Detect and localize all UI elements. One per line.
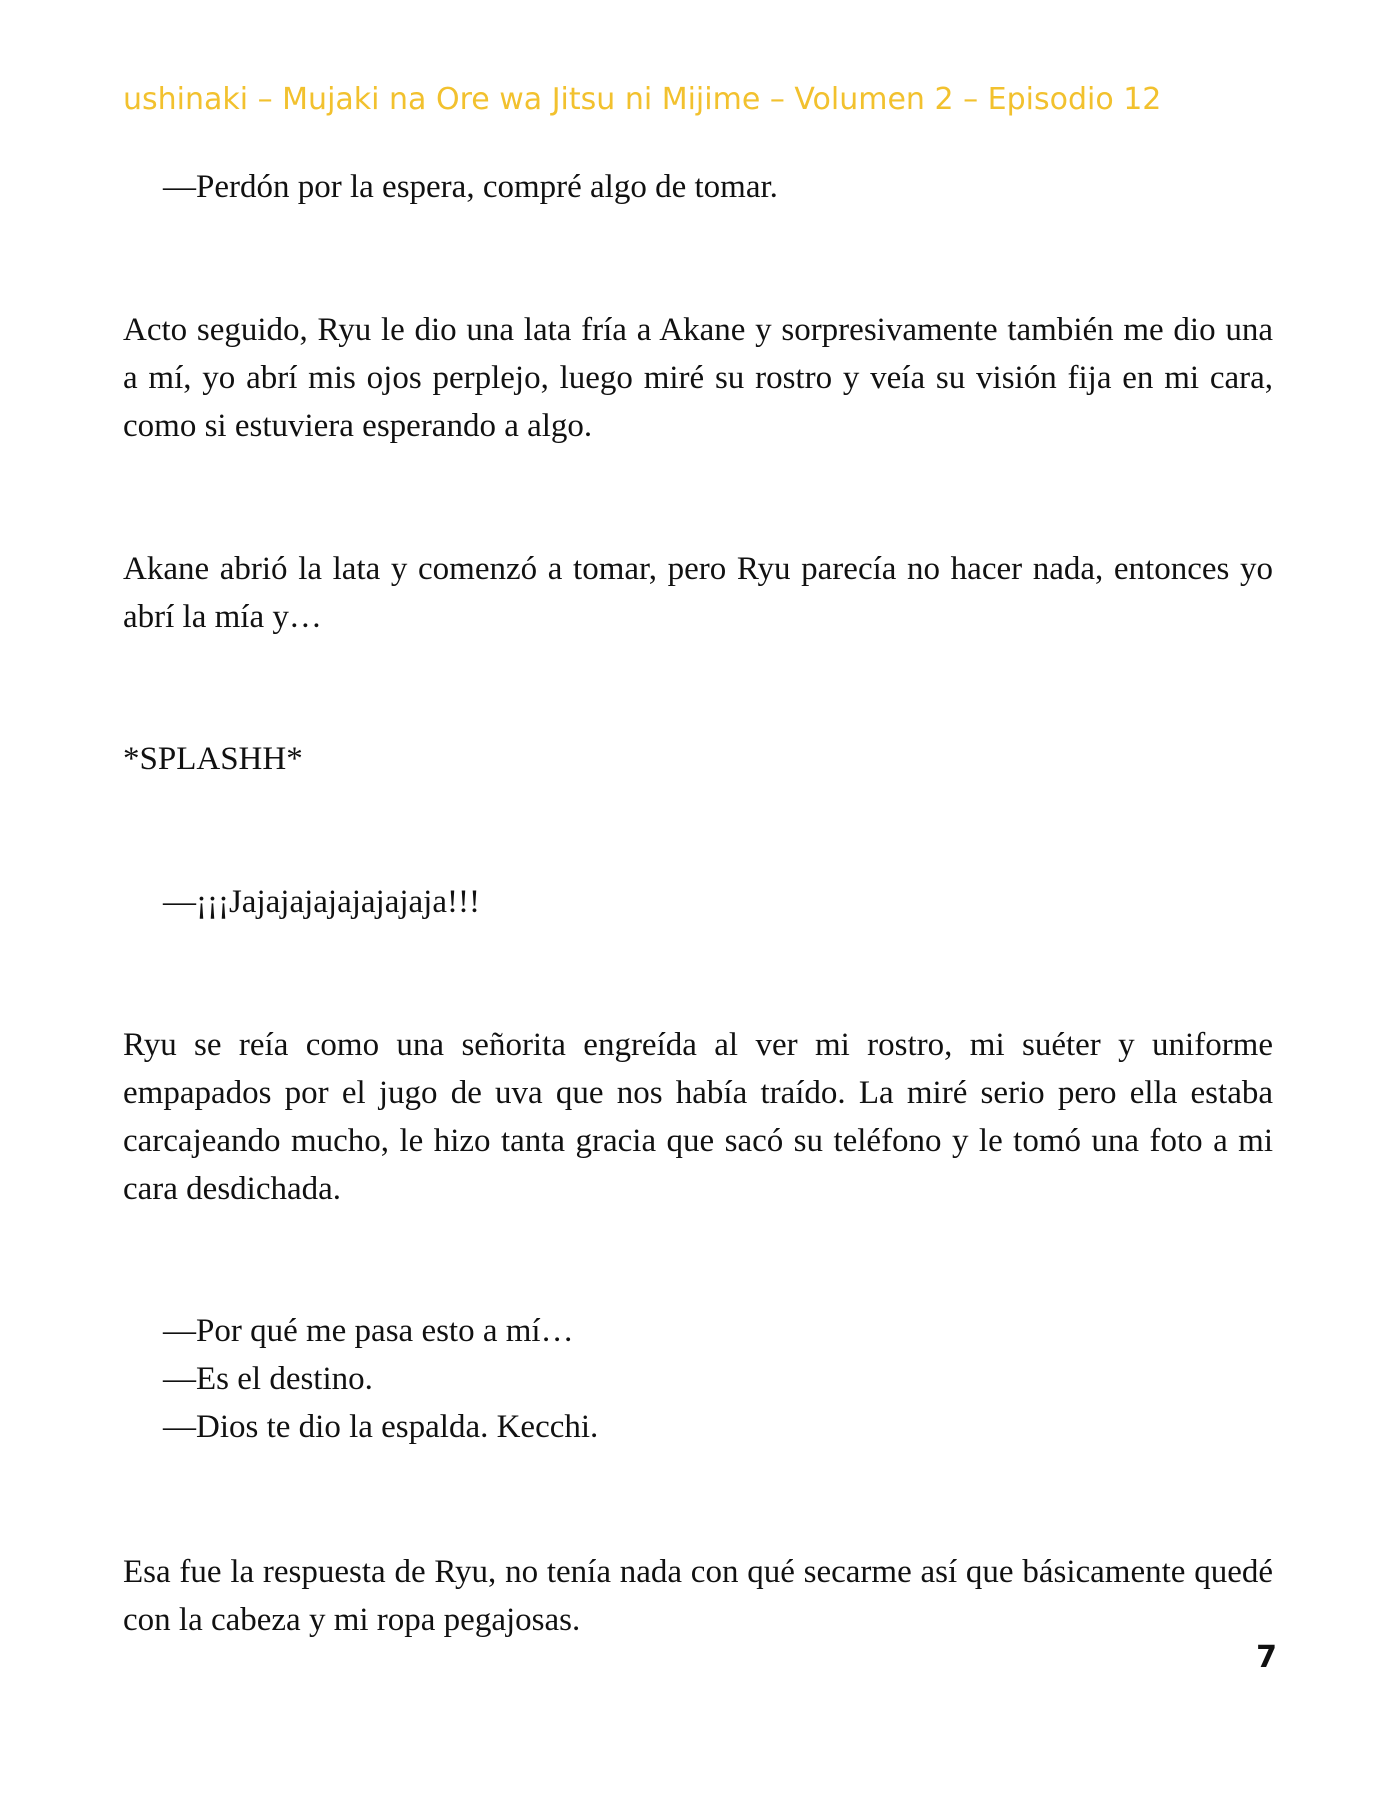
paragraph: Acto seguido, Ryu le dio una lata fría a Akane y sorpresivamente también me dio una a mí, yo abrí mis ojos perplejo, luego miré su rostro y veía su visión fija en mi cara, como si estuviera esperando a algo. [123, 312, 1273, 444]
dialog-line: —Por qué me pasa esto a mí… [163, 1313, 574, 1349]
sound-effect: *SPLASHH* [123, 741, 303, 777]
page-header-title: ushinaki – Mujaki na Ore wa Jitsu ni Mijime – Volumen 2 – Episodio 12 [123, 82, 1162, 117]
paragraph: Esa fue la respuesta de Ryu, no tenía nada con qué secarme así que básicamente quedé con la cabeza y mi ropa pegajosas. [123, 1554, 1273, 1638]
dialog-line: —Perdón por la espera, compré algo de tomar. [163, 169, 778, 205]
dialog-line: —¡¡¡Jajajajajajajajaja!!! [163, 884, 480, 920]
dialog-line: —Es el destino. [163, 1361, 373, 1397]
paragraph: Ryu se reía como una señorita engreída al ver mi rostro, mi suéter y uniforme empapados por el jugo de uva que nos había traído. La miré serio pero ella estaba carcajeando mucho, le hizo tanta gracia que sacó su teléfono y le tomó una foto a mi cara desdichada. [123, 1027, 1273, 1207]
page-number: 7 [1256, 1640, 1277, 1675]
dialog-line: —Dios te dio la espalda. Kecchi. [163, 1409, 599, 1445]
paragraph: Akane abrió la lata y comenzó a tomar, pero Ryu parecía no hacer nada, entonces yo abrí la mía y… [123, 551, 1273, 635]
